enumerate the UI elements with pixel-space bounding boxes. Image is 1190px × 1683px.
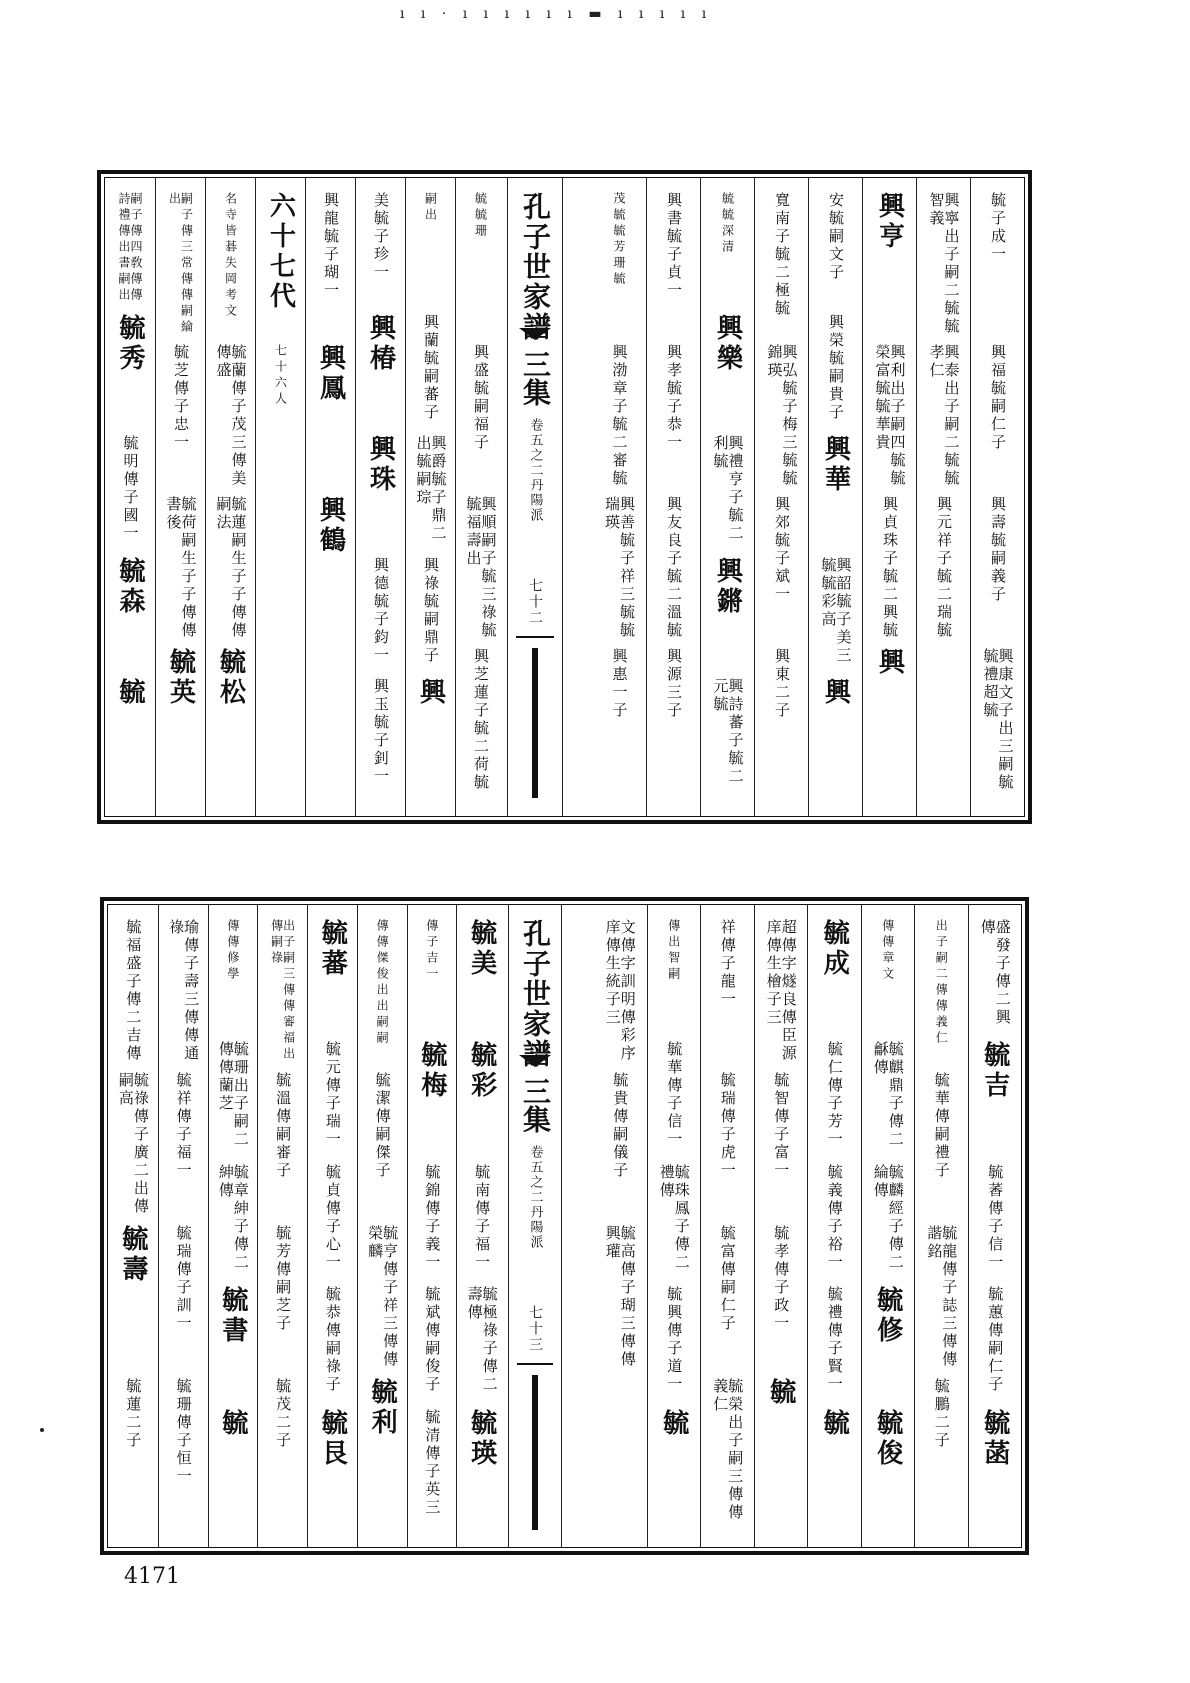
genealogy-entry: 傳子吉一 bbox=[424, 919, 439, 983]
genealogy-entry: 毓萫傳子信一 bbox=[986, 1163, 1005, 1272]
genealogy-entry: 毓蕃 bbox=[317, 919, 348, 979]
genealogy-entry: 毓森 bbox=[115, 556, 145, 617]
book-title: 孔子世家譜 bbox=[519, 919, 552, 1069]
genealogy-column bbox=[456, 905, 506, 1547]
genealogy-entry: 興郊毓子斌一 bbox=[773, 496, 791, 604]
genealogy-column bbox=[405, 178, 455, 816]
genealogy-column bbox=[255, 178, 305, 816]
genealogy-entry: 出子嗣二傳傳義仁 bbox=[934, 919, 949, 1047]
genealogy-entry: 興韶毓子美三毓毓彩高 bbox=[819, 556, 853, 665]
genealogy-entry: 毓茂二子 bbox=[274, 1378, 293, 1450]
genealogy-entry: 興友良子毓二溫毓 bbox=[665, 496, 683, 640]
genealogy-entry: 毓艮 bbox=[317, 1408, 348, 1469]
genealogy-entry: 毓蓮二子 bbox=[124, 1378, 143, 1450]
genealogy-entry: 茂毓毓芳珊毓 bbox=[612, 192, 626, 288]
volume-label: 卷五之二丹陽派 bbox=[527, 1145, 543, 1250]
genealogy-entry: 毓秀 bbox=[115, 313, 145, 374]
genealogy-column bbox=[407, 905, 457, 1547]
collection-label: 三集 bbox=[519, 350, 552, 406]
genealogy-entry: 毓彩 bbox=[466, 1041, 497, 1102]
genealogy-entry: 毓貞傳子心一 bbox=[323, 1163, 342, 1272]
genealogy-entry: 毓珊出子嗣二傳傳蘭芝 bbox=[216, 1041, 250, 1150]
genealogy-column bbox=[808, 178, 862, 816]
genealogy-entry: 毓瑞傳子虎一 bbox=[718, 1072, 737, 1180]
genealogy-entry: 安毓嗣文子 bbox=[827, 192, 845, 282]
genealogy-entry: 毓興傳子道一 bbox=[665, 1286, 684, 1395]
genealogy-column bbox=[208, 905, 258, 1547]
genealogy-entry: 興爵毓子鼎二出毓嗣琮 bbox=[414, 435, 448, 544]
genealogy-entry: 興珠 bbox=[365, 435, 396, 496]
fish-tail-bar bbox=[532, 1375, 538, 1530]
genealogy-column bbox=[593, 905, 647, 1547]
genealogy-entry: 興寧出子嗣二毓毓智義 bbox=[927, 192, 961, 336]
genealogy-entry: 興壽毓嗣義子 bbox=[989, 496, 1007, 604]
genealogy-entry: 毓福盛子傳二吉傳 bbox=[124, 919, 143, 1063]
genealogy-entry: 興 bbox=[874, 648, 905, 678]
genealogy-entry: 瑜傳子壽三傳傳通祿 bbox=[167, 919, 201, 1063]
genealogy-column bbox=[592, 178, 646, 816]
genealogy-column bbox=[105, 178, 155, 816]
genealogy-entry: 興德毓子鈞一 bbox=[372, 556, 390, 665]
genealogy-entry: 毓 bbox=[115, 678, 145, 709]
genealogy-entry: 出子嗣三傳傳審福出傳嗣祿 bbox=[269, 919, 296, 1063]
genealogy-entry: 毓松 bbox=[215, 648, 246, 708]
genealogy-entry: 傳傳傑俊出出嗣嗣 bbox=[375, 919, 390, 1047]
genealogy-entry: 毓明傳子國一 bbox=[121, 435, 140, 544]
genealogy-column bbox=[455, 178, 505, 816]
bottom-right-half bbox=[108, 905, 506, 1547]
genealogy-entry: 毓菡 bbox=[979, 1408, 1010, 1469]
genealogy-entry: 盛發子傳二興傳 bbox=[978, 919, 1012, 1027]
genealogy-entry: 興詩蕃子毓二元毓 bbox=[711, 678, 745, 787]
genealogy-column bbox=[108, 905, 158, 1547]
genealogy-entry: 毓俊 bbox=[872, 1408, 903, 1469]
genealogy-entry: 毓 bbox=[217, 1408, 248, 1439]
genealogy-entry: 毓芳傳嗣芝子 bbox=[274, 1225, 293, 1333]
genealogy-entry: 毓南傳子福一 bbox=[473, 1163, 492, 1272]
genealogy-column bbox=[647, 905, 701, 1547]
genealogy-entry: 興鶴 bbox=[315, 496, 346, 556]
genealogy-entry: 毓義傳子裕一 bbox=[825, 1163, 844, 1272]
genealogy-entry: 興鳳 bbox=[315, 344, 346, 404]
genealogy-entry: 興元祥子毓二瑞毓 bbox=[935, 496, 953, 640]
genealogy-entry: 毓瑞傳子訓一 bbox=[174, 1225, 193, 1333]
genealogy-column bbox=[754, 178, 808, 816]
scan-speck bbox=[40, 1428, 44, 1432]
genealogy-entry: 毓蓮嗣生子子傳傳嗣法 bbox=[214, 496, 248, 640]
genealogy-entry: 興芝蓮子毓二荷毓 bbox=[472, 648, 490, 792]
genealogy-entry: 毓珠鳳子傳二禮傳 bbox=[657, 1163, 691, 1272]
genealogy-entry: 興禮亨子毓二利毓 bbox=[711, 435, 745, 544]
genealogy-entry: 興玉毓子釗一 bbox=[372, 678, 390, 787]
genealogy-entry: 毓章紳子傳二紳傳 bbox=[216, 1163, 250, 1272]
genealogy-entry: 毓成 bbox=[819, 919, 850, 979]
genealogy-column bbox=[862, 178, 916, 816]
genealogy-entry: 毓錦傳子義一 bbox=[423, 1163, 442, 1272]
fish-tail-mark bbox=[516, 328, 554, 342]
genealogy-entry: 興 bbox=[820, 678, 851, 709]
genealogy-entry: 毓 bbox=[765, 1378, 796, 1408]
genealogy-column bbox=[205, 178, 255, 816]
genealogy-entry: 毓潔傳嗣傑子 bbox=[373, 1072, 392, 1180]
genealogy-entry: 興利出子嗣四毓毓榮富毓毓華貴 bbox=[873, 344, 907, 488]
genealogy-entry: 毓 bbox=[819, 1408, 850, 1439]
genealogy-entry: 毓壽 bbox=[117, 1225, 148, 1285]
genealogy-entry: 興順嗣子毓三祿毓毓福壽出 bbox=[464, 496, 498, 640]
bottom-left-half bbox=[593, 905, 1021, 1547]
genealogy-entry: 毓毓深清 bbox=[720, 192, 735, 256]
genealogy-column bbox=[754, 905, 808, 1547]
genealogy-entry: 傳出智嗣 bbox=[666, 919, 681, 983]
genealogy-entry: 興書毓子貞一 bbox=[665, 192, 683, 300]
genealogy-entry: 毓祿傳子廣二出傳嗣高 bbox=[116, 1072, 150, 1216]
genealogy-column bbox=[355, 178, 405, 816]
genealogy-column bbox=[916, 178, 970, 816]
top-edge-marks: ı ı · ı ı ı ı ı ı ▬ ı ı ı ı ı bbox=[400, 6, 713, 22]
genealogy-entry: 文傳字訓明傳彩序庠傳生統子三 bbox=[603, 919, 637, 1063]
genealogy-entry: 毓瑛 bbox=[466, 1408, 497, 1469]
genealogy-entry: 毓芝傳子忠一 bbox=[172, 344, 190, 452]
genealogy-entry: 興亨 bbox=[874, 192, 905, 252]
genealogy-entry: 毓英 bbox=[165, 648, 196, 708]
genealogy-entry: 嗣子傳四敎傳傳詩禮傳出書嗣出 bbox=[117, 192, 143, 304]
genealogy-entry: 毓蘭傳子茂三傳美傳盛 bbox=[214, 344, 248, 488]
genealogy-entry: 毓鵬二子 bbox=[932, 1378, 951, 1450]
genealogy-entry: 毓仁傳子芳一 bbox=[825, 1041, 844, 1150]
genealogy-column bbox=[700, 178, 754, 816]
genealogy-entry: 名寺皆碁失岡考文 bbox=[223, 192, 238, 320]
genealogy-entry: 毓吉 bbox=[979, 1041, 1010, 1102]
genealogy-column bbox=[968, 905, 1022, 1547]
genealogy-entry: 毓利 bbox=[367, 1378, 398, 1438]
genealogy-entry: 毓美 bbox=[466, 919, 497, 979]
genealogy-entry: 祥傳子龍一 bbox=[718, 919, 737, 1009]
genealogy-entry: 毓書 bbox=[217, 1286, 248, 1347]
genealogy-entry: 毓富傳嗣仁子 bbox=[718, 1225, 737, 1333]
genealogy-entry: 興鏘 bbox=[712, 556, 743, 617]
genealogy-entry: 毓榮出子嗣三傳傳義仁 bbox=[711, 1378, 745, 1522]
genealogy-entry: 毓祥傳子福一 bbox=[174, 1072, 193, 1180]
genealogy-entry: 興東二子 bbox=[773, 648, 791, 720]
genealogy-entry: 六十七代 bbox=[265, 192, 296, 312]
collection-label: 三集 bbox=[519, 1077, 552, 1133]
genealogy-entry: 興惠一子 bbox=[610, 648, 629, 720]
genealogy-entry: 毓龍傳子誌三傳傳諧銘 bbox=[925, 1225, 959, 1369]
genealogy-entry: 傳傳修學 bbox=[225, 919, 240, 983]
fish-tail-bar bbox=[532, 648, 538, 798]
genealogy-column bbox=[861, 905, 915, 1547]
genealogy-entry: 興貞珠子毓二興毓 bbox=[881, 496, 899, 640]
genealogy-entry: 興 bbox=[415, 678, 446, 709]
page-number: 4171 bbox=[124, 1564, 180, 1589]
genealogy-entry: 興福毓嗣仁子 bbox=[989, 344, 1007, 452]
leaf-divider bbox=[517, 1363, 553, 1365]
genealogy-column bbox=[357, 905, 407, 1547]
genealogy-entry: 毓亨傳子祥三傳傳榮麟 bbox=[366, 1225, 400, 1369]
genealogy-entry: 毓華傳嗣禮子 bbox=[932, 1072, 951, 1180]
genealogy-column bbox=[700, 905, 754, 1547]
genealogy-entry: 毓蕙傳嗣仁子 bbox=[986, 1286, 1005, 1395]
genealogy-column bbox=[158, 905, 208, 1547]
genealogy-entry: 興康文子出三嗣毓毓禮超毓 bbox=[981, 648, 1015, 792]
leaf-number: 七十二 bbox=[527, 578, 543, 626]
genealogy-page-bottom bbox=[100, 897, 1029, 1555]
genealogy-entry: 興椿 bbox=[365, 313, 396, 374]
genealogy-entry: 毓高傳子瑚三傳傳興瓘 bbox=[603, 1225, 637, 1369]
center-column-top bbox=[507, 178, 563, 816]
genealogy-column bbox=[646, 178, 700, 816]
genealogy-entry: 興源三子 bbox=[665, 648, 683, 720]
genealogy-entry: 毓斌傳嗣俊子 bbox=[423, 1286, 442, 1395]
genealogy-entry: 興泰出子嗣二毓毓孝仁 bbox=[927, 344, 961, 488]
genealogy-entry: 毓麒鼎子傳二龢傳 bbox=[871, 1041, 905, 1150]
genealogy-entry: 毓恭傳嗣祿子 bbox=[323, 1286, 342, 1395]
leaf-number: 七十三 bbox=[527, 1305, 543, 1353]
genealogy-entry: 毓清傳子英三 bbox=[423, 1408, 442, 1517]
genealogy-entry: 興盛毓嗣福子 bbox=[472, 344, 490, 452]
genealogy-entry: 毓華傳子信一 bbox=[665, 1041, 684, 1150]
genealogy-entry: 寬南子毓二極毓 bbox=[773, 192, 791, 318]
genealogy-entry: 嗣出 bbox=[423, 192, 438, 224]
genealogy-entry: 毓極祿子傳二壽傳 bbox=[465, 1286, 499, 1395]
genealogy-entry: 七十六人 bbox=[273, 344, 288, 408]
genealogy-column bbox=[970, 178, 1024, 816]
genealogy-column bbox=[305, 178, 355, 816]
genealogy-entry: 毓貴傳嗣儀子 bbox=[611, 1072, 630, 1180]
genealogy-entry: 美毓子珍一 bbox=[372, 192, 390, 282]
genealogy-entry: 嗣子傳三常傳傳嗣綸出 bbox=[167, 192, 194, 336]
genealogy-entry: 興蘭毓嗣蕃子 bbox=[422, 313, 440, 422]
genealogy-column bbox=[807, 905, 861, 1547]
genealogy-entry: 超傳字燧良傳臣源庠傳生檜子三 bbox=[764, 919, 798, 1063]
top-left-half bbox=[592, 178, 1024, 816]
genealogy-entry: 興弘毓子梅三毓毓錦瑛 bbox=[765, 344, 799, 488]
volume-label: 卷五之二丹陽派 bbox=[527, 418, 543, 523]
genealogy-column bbox=[155, 178, 205, 816]
genealogy-column bbox=[307, 905, 357, 1547]
genealogy-entry: 毓智傳子富一 bbox=[772, 1072, 791, 1180]
genealogy-entry: 興樂 bbox=[712, 313, 743, 374]
book-title: 孔子世家譜 bbox=[519, 192, 552, 342]
genealogy-entry: 興華 bbox=[820, 435, 851, 496]
genealogy-column bbox=[257, 905, 307, 1547]
genealogy-page-top bbox=[97, 170, 1032, 824]
genealogy-entry: 毓修 bbox=[872, 1286, 903, 1347]
genealogy-entry: 毓元傳子瑞一 bbox=[323, 1041, 342, 1150]
genealogy-entry: 毓溫傳嗣審子 bbox=[274, 1072, 293, 1180]
fish-tail-mark bbox=[517, 1055, 553, 1069]
leaf-divider bbox=[516, 636, 554, 638]
genealogy-entry: 毓麟經子傳二綸傳 bbox=[871, 1163, 905, 1272]
genealogy-entry: 毓毓珊 bbox=[473, 192, 488, 240]
center-column-bottom bbox=[508, 905, 562, 1547]
genealogy-entry: 興善毓子祥三毓毓瑞瑛 bbox=[603, 496, 636, 640]
genealogy-entry: 毓 bbox=[658, 1408, 689, 1439]
genealogy-entry: 興榮毓嗣貴子 bbox=[827, 313, 845, 422]
genealogy-entry: 毓梅 bbox=[416, 1041, 447, 1102]
genealogy-entry: 傳傳章文 bbox=[880, 919, 895, 983]
genealogy-column bbox=[914, 905, 968, 1547]
genealogy-entry: 興祿毓嗣鼎子 bbox=[422, 556, 440, 665]
genealogy-entry: 興孝毓子恭一 bbox=[665, 344, 683, 452]
genealogy-entry: 興龍毓子瑚一 bbox=[322, 192, 340, 300]
genealogy-entry: 毓荷嗣生子子傳傳書後 bbox=[164, 496, 198, 640]
genealogy-entry: 毓子成一 bbox=[989, 192, 1007, 264]
genealogy-entry: 毓孝傳子政一 bbox=[772, 1225, 791, 1333]
genealogy-entry: 毓珊傳子恒一 bbox=[174, 1378, 193, 1486]
top-right-half bbox=[105, 178, 505, 816]
genealogy-entry: 興渤章子毓二審毓 bbox=[610, 344, 629, 488]
genealogy-entry: 毓禮傳子賢一 bbox=[825, 1286, 844, 1395]
